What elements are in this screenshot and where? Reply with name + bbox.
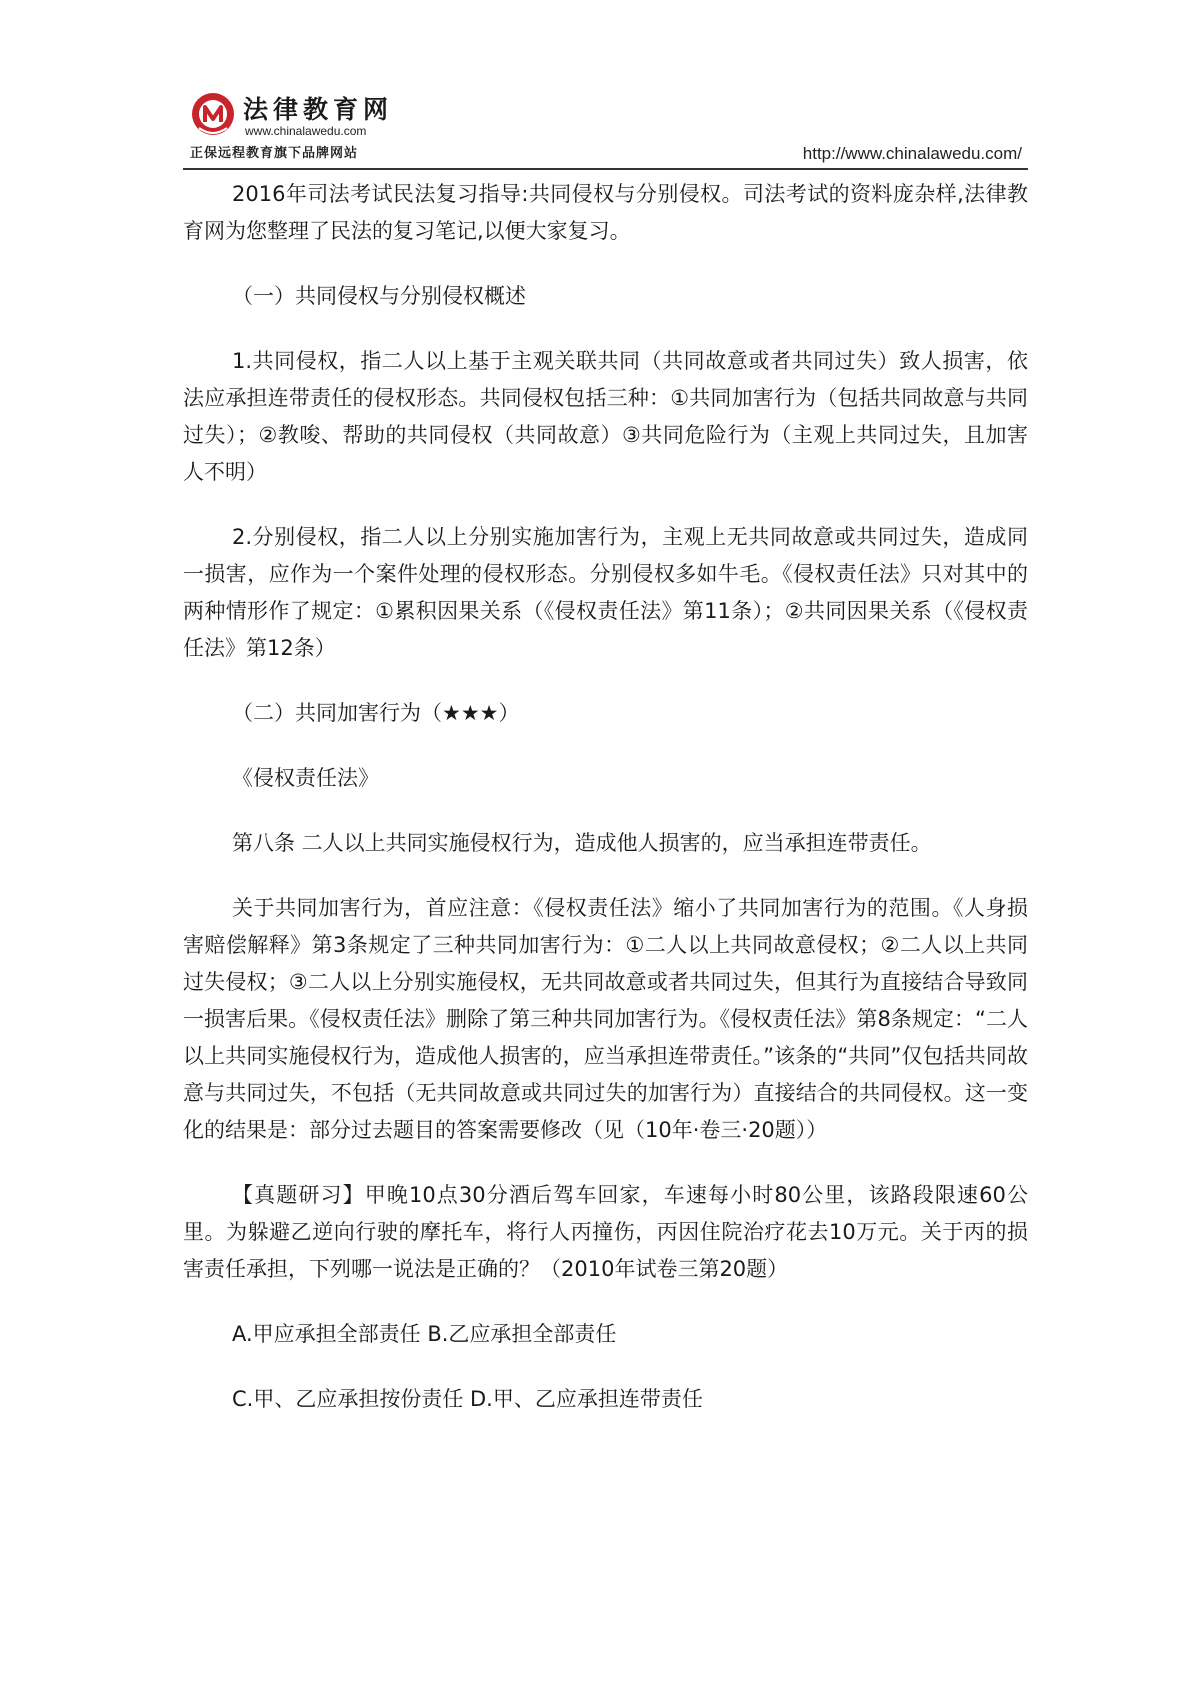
section-2-heading: （二）共同加害行为（★★★）: [232, 701, 520, 725]
law-title: 《侵权责任法》: [232, 766, 379, 790]
site-name: 法律教育网: [243, 95, 394, 124]
document-body: [183, 176, 1028, 1446]
page-header: [183, 82, 1028, 174]
paragraph-separate-tort: 2.分别侵权，指二人以上分别实施加害行为，主观上无共同故意或共同过失，造成同一损害，应作为一个案件处理的侵权形态。分别侵权多如牛毛。《侵权责任法》只对其中的两种情形作了规定：①累积因果关系（《侵权责任法》第11条）；②共同因果关系（《侵权责任法》第12条）: [183, 525, 1028, 660]
section-1-heading: （一）共同侵权与分别侵权概述: [232, 284, 526, 308]
paragraph-joint-harm: 关于共同加害行为，首应注意：《侵权责任法》缩小了共同加害行为的范围。《人身损害赔偿解释》第3条规定了三种共同加害行为：①二人以上共同故意侵权；②二人以上共同过失侵权；③二人以上分别实施侵权，无共同故意或者共同过失，但其行为直接结合导致同一损害后果。《侵权责任法》删除了第三种共同加害行为。《侵权责任法》第8条规定：“二人以上共同实施侵权行为，造成他人损害的，应当承担连带责任。”该条的“共同”仅包括共同故意与共同过失，不包括（无共同故意或共同过失的加害行为）直接结合的共同侵权。这一变化的结果是：部分过去题目的答案需要修改（见（10年·卷三·20题））: [183, 896, 1028, 1142]
header-divider: [183, 168, 1028, 170]
options-a-b: A.甲应承担全部责任 B.乙应承担全部责任: [232, 1322, 617, 1346]
paragraph-joint-tort: 1.共同侵权，指二人以上基于主观关联共同（共同故意或者共同过失）致人损害，依法应承担连带责任的侵权形态。共同侵权包括三种：①共同加害行为（包括共同故意与共同过失）；②教唆、帮助的共同侵权（共同故意）③共同危险行为（主观上共同过失，且加害人不明）: [183, 349, 1028, 484]
intro-paragraph: 2016年司法考试民法复习指导:共同侵权与分别侵权。司法考试的资料庞杂样,法律教育网为您整理了民法的复习笔记,以便大家复习。: [183, 182, 1028, 243]
article-8: 第八条 二人以上共同实施侵权行为，造成他人损害的，应当承担连带责任。: [232, 831, 932, 855]
site-tagline: 正保远程教育旗下品牌网站: [190, 146, 359, 161]
options-c-d: C.甲、乙应承担按份责任 D.甲、乙应承担连带责任: [232, 1387, 703, 1411]
chinalawedu-logo-icon: [191, 92, 235, 136]
exam-question: 【真题研习】甲晚10点30分酒后驾车回家，车速每小时80公里，该路段限速60公里。为躲避乙逆向行驶的摩托车，将行人丙撞伤，丙因住院治疗花去10万元。关于丙的损害责任承担，下列哪一说法是正确的？（2010年试卷三第20题）: [183, 1183, 1028, 1281]
header-url[interactable]: http://www.chinalawedu.com/: [802, 144, 1022, 163]
site-url-small: www.chinalawedu.com: [245, 124, 367, 138]
